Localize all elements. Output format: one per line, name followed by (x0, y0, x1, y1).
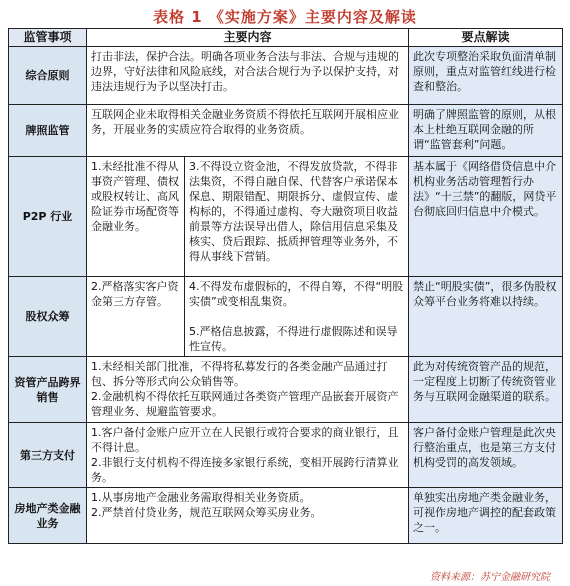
table-row (9, 105, 563, 157)
row-insight: 客户备付金账户管理是此次央行整治重点，也是第三方支付机构受罚的高发领域。 (409, 423, 563, 488)
row-category: P2P 行业 (9, 157, 87, 277)
row-category: 综合原则 (9, 47, 87, 105)
row-category: 第三方支付 (9, 423, 87, 488)
table-row (9, 488, 563, 544)
table-row (9, 157, 563, 277)
table-row (9, 277, 563, 357)
source-note: 资料来源：苏宁金融研究院 (430, 572, 550, 583)
header-insight: 要点解读 (409, 29, 563, 47)
row-insight: 单独实出房地产类金融业务，可视作房地产调控的配套政策之一。 (409, 488, 563, 544)
table-header-row (9, 29, 563, 47)
row-category: 资管产品跨界销售 (9, 357, 87, 423)
table-title: 表格 1 《实施方案》主要内容及解读 (153, 8, 417, 26)
row-insight: 禁止“明股实债”，很多伪股权众筹平台业务将难以持续。 (409, 277, 563, 357)
row-category: 股权众筹 (9, 277, 87, 357)
row-content-right: 4.不得发布虚假标的，不得自筹，不得“明股实债”或变相乱集资。 5.严格信息披露，不得进行虚假陈述和误导性宣传。 (185, 277, 409, 357)
row-category: 房地产类金融业务 (9, 488, 87, 544)
row-content-right: 3.不得设立资金池，不得发放贷款，不得非法集资，不得自融自保、代替客户承诺保本保息、期限错配、期限拆分、虚假宣传、虚构标的，不得通过虚构、夸大融资项目收益前景等方法误导出借人，除信用信息采集及核实、贷后跟踪、抵质押管理等业务外，不得从事线下营销。 (185, 157, 409, 277)
row-content-left: 1.未经批准不得从事资产管理、债权或股权转让、高风险证券市场配资等金融业务。 (87, 157, 185, 277)
table-row (9, 423, 563, 488)
row-content: 1.客户备付金账户应开立在人民银行或符合要求的商业银行，且不得计息。 2.非银行支付机构不得连接多家银行系统，变相开展跨行清算业务。 (87, 423, 409, 488)
row-content-left: 2.严格落实客户资金第三方存管。 (87, 277, 185, 357)
row-content: 打击非法，保护合法。明确各项业务合法与非法、合规与违规的边界，守好法律和风险底线，对合法合规行为予以保护支持，对违法违规行为予以坚决打击。 (87, 47, 409, 105)
header-category: 监管事项 (9, 29, 87, 47)
row-content: 1.从事房地产金融业务需取得相关业务资质。 2.严禁首付贷业务，规范互联网众筹买房业务。 (87, 488, 409, 544)
row-content: 1.未经相关部门批准，不得将私募发行的各类金融产品通过打包、拆分等形式向公众销售等。 2.金融机构不得依托互联网通过各类资产管理产品嵌套开展资产管理业务、规避监管要求。 (87, 357, 409, 423)
row-content: 互联网企业未取得相关金融业务资质不得依托互联网开展相应业务，开展业务的实质应符合取得的业务资质。 (87, 105, 409, 157)
row-insight: 基本属于《网络借贷信息中介机构业务活动管理暂行办法》“十三禁”的翻版，网贷平台彻底回归信息中介模式。 (409, 157, 563, 277)
row-insight: 此次专项整治采取负面清单制原则，重点对监管红线进行检查和整治。 (409, 47, 563, 105)
table-row (9, 357, 563, 423)
header-content: 主要内容 (87, 29, 409, 47)
policy-table (8, 28, 563, 544)
table-row (9, 47, 563, 105)
row-insight: 此为对传统资管产品的规范，一定程度上切断了传统资管业务与互联网金融渠道的联系。 (409, 357, 563, 423)
row-insight: 明确了牌照监管的原则，从根本上杜绝互联网金融的所谓“监管套利”问题。 (409, 105, 563, 157)
row-category: 牌照监管 (9, 105, 87, 157)
